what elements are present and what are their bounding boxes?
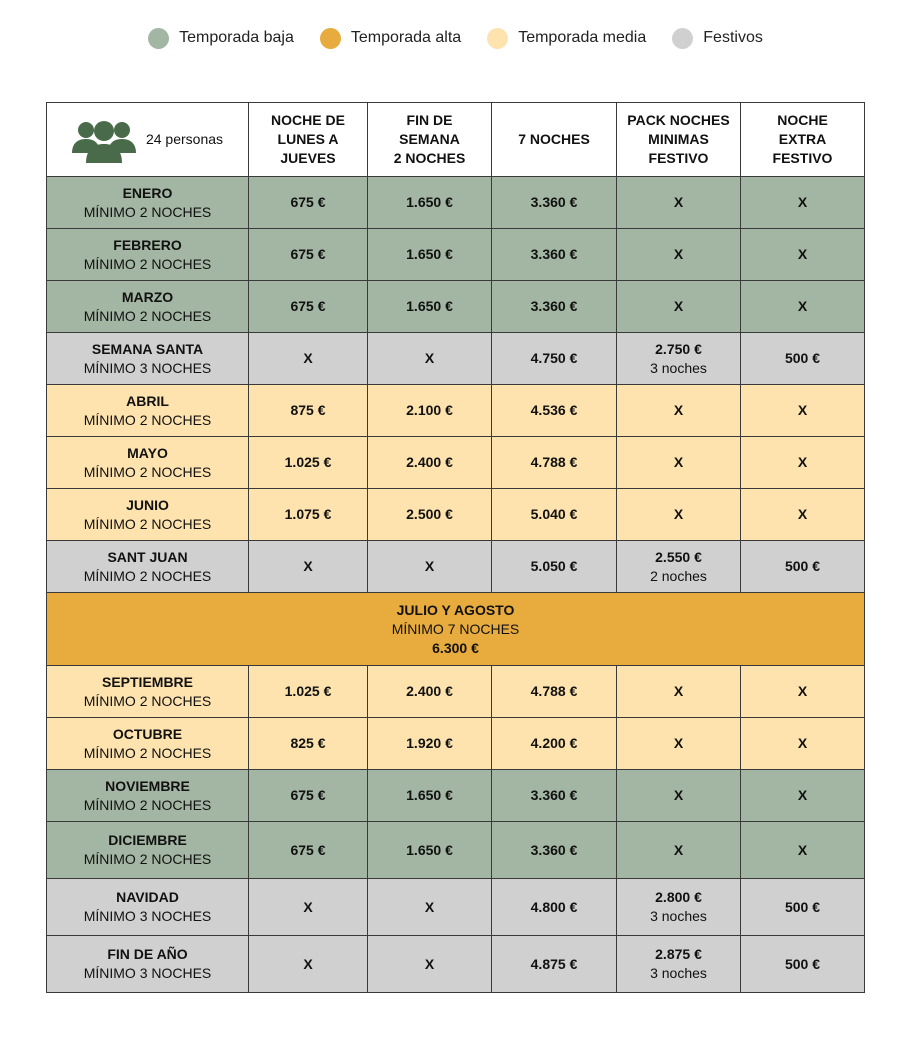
col-header-weeknight bbox=[249, 103, 368, 177]
week-price: 5.040 € bbox=[492, 489, 617, 541]
month-name: NOVIEMBRE bbox=[105, 777, 190, 794]
extra-night-price: 500 € bbox=[741, 333, 865, 385]
holiday-pack-cell bbox=[617, 879, 741, 936]
capacity-label: 24 personas bbox=[145, 131, 224, 147]
week-price: 4.788 € bbox=[492, 437, 617, 489]
holiday-pack-price: X bbox=[673, 194, 684, 210]
month-name: SEMANA SANTA bbox=[91, 340, 204, 357]
legend-item bbox=[672, 28, 763, 49]
week-price: 3.360 € bbox=[492, 770, 617, 822]
table-header-row bbox=[47, 103, 865, 177]
week-price: 3.360 € bbox=[492, 177, 617, 229]
header-line: PACK NOCHES bbox=[627, 112, 730, 128]
summer-minimum: MÍNIMO 7 NOCHES bbox=[391, 620, 520, 637]
holiday-pack-cell bbox=[617, 385, 741, 437]
col-header-week bbox=[492, 103, 617, 177]
table-row bbox=[47, 333, 865, 385]
minimum-nights: MÍNIMO 3 NOCHES bbox=[83, 359, 212, 376]
month-name: NAVIDAD bbox=[116, 889, 179, 905]
month-cell bbox=[47, 822, 249, 879]
holiday-pack-cell bbox=[617, 489, 741, 541]
holiday-pack-cell bbox=[617, 666, 741, 718]
legend-label: Temporada alta bbox=[350, 29, 462, 46]
weekend-price: 2.400 € bbox=[368, 666, 492, 718]
header-line: LUNES A bbox=[277, 131, 339, 147]
season-legend bbox=[0, 26, 911, 50]
month-name: JUNIO bbox=[126, 496, 169, 513]
weeknight-price: 675 € bbox=[249, 177, 368, 229]
holiday-pack-cell bbox=[617, 229, 741, 281]
minimum-nights: MÍNIMO 2 NOCHES bbox=[83, 411, 212, 428]
holiday-pack-cell bbox=[617, 822, 741, 879]
extra-night-price: X bbox=[741, 489, 865, 541]
summer-row bbox=[47, 593, 865, 666]
minimum-nights: MÍNIMO 3 NOCHES bbox=[83, 908, 212, 924]
month-name: SANT JUAN bbox=[107, 548, 188, 565]
month-cell bbox=[47, 385, 249, 437]
holiday-pack-cell bbox=[617, 936, 741, 993]
extra-night-price: X bbox=[741, 822, 865, 879]
holiday-pack-cell bbox=[617, 437, 741, 489]
legend-label: Festivos bbox=[703, 29, 763, 46]
extra-night-price: X bbox=[741, 770, 865, 822]
week-price: 4.875 € bbox=[492, 936, 617, 993]
minimum-nights: MÍNIMO 2 NOCHES bbox=[83, 515, 212, 532]
table-row bbox=[47, 437, 865, 489]
extra-night-price: X bbox=[741, 437, 865, 489]
holiday-pack-price: X bbox=[673, 298, 684, 314]
legend-item bbox=[320, 28, 461, 49]
minimum-nights: MÍNIMO 2 NOCHES bbox=[83, 567, 212, 584]
weeknight-price: 675 € bbox=[249, 770, 368, 822]
holiday-pack-price: X bbox=[673, 506, 684, 522]
holiday-pack-nights: 3 noches bbox=[650, 908, 707, 924]
month-cell bbox=[47, 718, 249, 770]
legend-item bbox=[148, 28, 294, 49]
legend-label: Temporada baja bbox=[179, 29, 294, 46]
week-price: 4.200 € bbox=[492, 718, 617, 770]
week-price: 4.800 € bbox=[492, 879, 617, 936]
weeknight-price: 875 € bbox=[249, 385, 368, 437]
header-line: 7 NOCHES bbox=[518, 131, 590, 147]
weekend-price: 1.650 € bbox=[368, 822, 492, 879]
month-cell bbox=[47, 177, 249, 229]
summer-price: 6.300 € bbox=[432, 639, 479, 656]
weeknight-price: 825 € bbox=[249, 718, 368, 770]
col-header-weekend bbox=[368, 103, 492, 177]
month-cell bbox=[47, 333, 249, 385]
month-name: OCTUBRE bbox=[112, 725, 183, 742]
week-price: 4.536 € bbox=[492, 385, 617, 437]
holiday-pack-price: 2.550 € bbox=[655, 548, 702, 565]
header-line: EXTRA bbox=[778, 131, 827, 147]
minimum-nights: MÍNIMO 2 NOCHES bbox=[83, 203, 212, 220]
extra-night-price: X bbox=[741, 385, 865, 437]
holiday-pack-cell bbox=[617, 541, 741, 593]
table-row bbox=[47, 281, 865, 333]
month-name: SEPTIEMBRE bbox=[101, 673, 193, 690]
holiday-pack-nights: 3 noches bbox=[650, 359, 707, 376]
month-cell bbox=[47, 489, 249, 541]
header-line: FIN DE bbox=[406, 112, 453, 128]
extra-night-price: 500 € bbox=[741, 541, 865, 593]
holiday-pack-cell bbox=[617, 333, 741, 385]
month-name: MARZO bbox=[121, 288, 174, 305]
week-price: 4.750 € bbox=[492, 333, 617, 385]
weeknight-price: X bbox=[249, 936, 368, 993]
table-row bbox=[47, 936, 865, 993]
month-cell bbox=[47, 229, 249, 281]
minimum-nights: MÍNIMO 2 NOCHES bbox=[83, 307, 212, 324]
extra-night-price: 500 € bbox=[741, 936, 865, 993]
week-price: 5.050 € bbox=[492, 541, 617, 593]
minimum-nights: MÍNIMO 2 NOCHES bbox=[83, 796, 212, 813]
week-price: 4.788 € bbox=[492, 666, 617, 718]
minimum-nights: MÍNIMO 2 NOCHES bbox=[83, 255, 212, 272]
minimum-nights: MÍNIMO 2 NOCHES bbox=[83, 851, 212, 867]
weeknight-price: 675 € bbox=[249, 229, 368, 281]
weeknight-price: 675 € bbox=[249, 822, 368, 879]
holiday-pack-cell bbox=[617, 177, 741, 229]
legend-swatch bbox=[320, 28, 341, 49]
holiday-pack-nights: 2 noches bbox=[650, 567, 707, 584]
month-cell bbox=[47, 666, 249, 718]
holiday-pack-nights: 3 noches bbox=[650, 965, 707, 981]
month-cell bbox=[47, 879, 249, 936]
extra-night-price: X bbox=[741, 666, 865, 718]
col-header-extra-night bbox=[741, 103, 865, 177]
weekend-price: 1.650 € bbox=[368, 770, 492, 822]
table-row bbox=[47, 177, 865, 229]
month-cell bbox=[47, 936, 249, 993]
weeknight-price: 1.025 € bbox=[249, 666, 368, 718]
legend-swatch bbox=[148, 28, 169, 49]
week-price: 3.360 € bbox=[492, 229, 617, 281]
minimum-nights: MÍNIMO 2 NOCHES bbox=[83, 463, 212, 480]
header-line: MINIMAS bbox=[648, 131, 709, 147]
weeknight-price: 1.025 € bbox=[249, 437, 368, 489]
extra-night-price: X bbox=[741, 229, 865, 281]
summer-cell bbox=[47, 593, 865, 666]
week-price: 3.360 € bbox=[492, 822, 617, 879]
week-price: 3.360 € bbox=[492, 281, 617, 333]
month-name: FEBRERO bbox=[113, 236, 182, 253]
legend-swatch bbox=[672, 28, 693, 49]
header-line: NOCHE bbox=[777, 112, 828, 128]
table-row bbox=[47, 822, 865, 879]
holiday-pack-price: X bbox=[673, 454, 684, 470]
table-row bbox=[47, 666, 865, 718]
capacity-cell bbox=[47, 103, 249, 177]
table-row bbox=[47, 541, 865, 593]
holiday-pack-price: X bbox=[673, 787, 684, 803]
holiday-pack-cell bbox=[617, 718, 741, 770]
table-row bbox=[47, 770, 865, 822]
month-cell bbox=[47, 770, 249, 822]
table-row bbox=[47, 718, 865, 770]
legend-swatch bbox=[487, 28, 508, 49]
table-row bbox=[47, 385, 865, 437]
holiday-pack-price: 2.800 € bbox=[655, 889, 702, 905]
holiday-pack-cell bbox=[617, 770, 741, 822]
month-name: FIN DE AÑO bbox=[107, 946, 188, 962]
weekend-price: X bbox=[368, 936, 492, 993]
holiday-pack-price: X bbox=[673, 246, 684, 262]
weekend-price: 2.100 € bbox=[368, 385, 492, 437]
weeknight-price: X bbox=[249, 541, 368, 593]
holiday-pack-price: X bbox=[673, 841, 684, 858]
table-row bbox=[47, 879, 865, 936]
month-cell bbox=[47, 541, 249, 593]
month-cell bbox=[47, 281, 249, 333]
extra-night-price: 500 € bbox=[741, 879, 865, 936]
minimum-nights: MÍNIMO 2 NOCHES bbox=[83, 692, 212, 709]
table-row bbox=[47, 229, 865, 281]
holiday-pack-price: 2.750 € bbox=[655, 340, 702, 357]
extra-night-price: X bbox=[741, 718, 865, 770]
month-name: DICIEMBRE bbox=[108, 832, 187, 848]
month-name: ABRIL bbox=[126, 392, 169, 409]
summer-name: JULIO Y AGOSTO bbox=[396, 601, 515, 618]
extra-night-price: X bbox=[741, 177, 865, 229]
weekend-price: X bbox=[368, 541, 492, 593]
price-table bbox=[46, 102, 865, 993]
minimum-nights: MÍNIMO 3 NOCHES bbox=[83, 965, 212, 981]
weekend-price: 2.500 € bbox=[368, 489, 492, 541]
holiday-pack-price: 2.875 € bbox=[655, 946, 702, 962]
holiday-pack-price: X bbox=[673, 735, 684, 751]
header-line: FESTIVO bbox=[772, 150, 833, 166]
month-name: MAYO bbox=[127, 444, 168, 461]
weekend-price: 1.650 € bbox=[368, 281, 492, 333]
holiday-pack-price: X bbox=[673, 683, 684, 699]
weeknight-price: 1.075 € bbox=[249, 489, 368, 541]
weekend-price: 1.650 € bbox=[368, 177, 492, 229]
legend-item bbox=[487, 28, 646, 49]
header-line: SEMANA bbox=[399, 131, 460, 147]
weekend-price: X bbox=[368, 879, 492, 936]
weeknight-price: X bbox=[249, 879, 368, 936]
header-line: 2 NOCHES bbox=[393, 150, 466, 166]
col-header-holiday-pack bbox=[617, 103, 741, 177]
table-row bbox=[47, 489, 865, 541]
holiday-pack-price: X bbox=[673, 402, 684, 418]
header-line: JUEVES bbox=[280, 150, 336, 166]
legend-label: Temporada media bbox=[518, 29, 647, 46]
minimum-nights: MÍNIMO 2 NOCHES bbox=[83, 744, 212, 761]
extra-night-price: X bbox=[741, 281, 865, 333]
header-line: NOCHE DE bbox=[271, 112, 345, 128]
month-name: ENERO bbox=[122, 184, 173, 201]
weekend-price: 2.400 € bbox=[368, 437, 492, 489]
header-line: FESTIVO bbox=[648, 150, 709, 166]
weekend-price: 1.650 € bbox=[368, 229, 492, 281]
weekend-price: 1.920 € bbox=[368, 718, 492, 770]
weeknight-price: X bbox=[249, 333, 368, 385]
weekend-price: X bbox=[368, 333, 492, 385]
month-cell bbox=[47, 437, 249, 489]
people-group-icon bbox=[72, 117, 136, 163]
weeknight-price: 675 € bbox=[249, 281, 368, 333]
holiday-pack-cell bbox=[617, 281, 741, 333]
